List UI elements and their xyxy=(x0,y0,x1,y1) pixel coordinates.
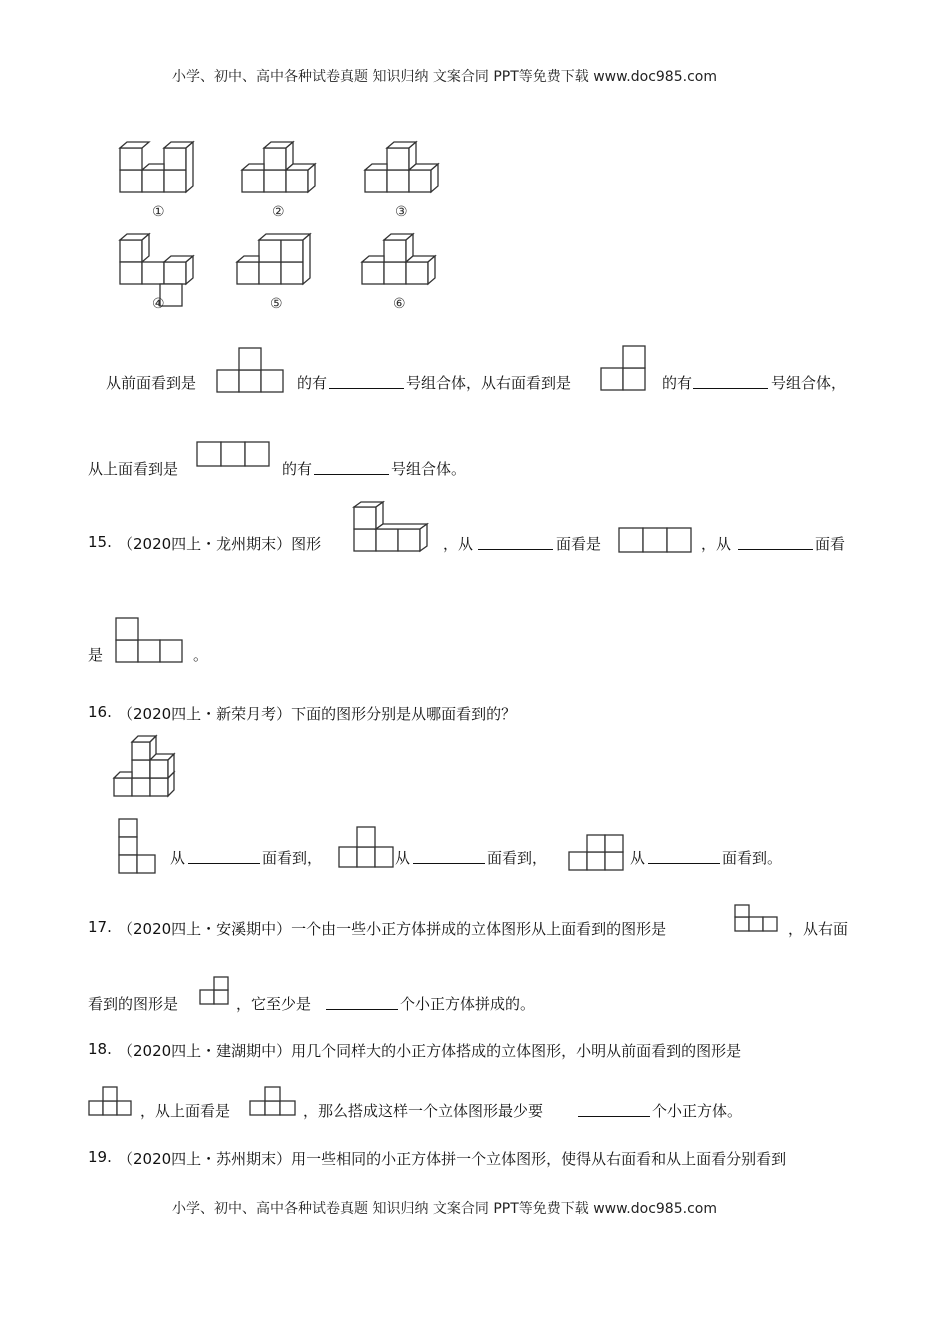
q17-right-view xyxy=(199,976,233,1006)
q15-text-c: ，从 xyxy=(701,535,732,553)
top-view-shape xyxy=(196,441,272,469)
answer-blank[interactable] xyxy=(314,460,389,475)
q16-view-1 xyxy=(118,818,160,878)
q15-text-b: 面看是 xyxy=(556,535,602,553)
q15-source: （2020四上・龙州期末）图形 xyxy=(118,535,322,553)
figure-6 xyxy=(362,234,435,284)
cube-figures-grid xyxy=(110,140,450,315)
q18-text-c: 个小正方体。 xyxy=(652,1102,743,1120)
q15-view-shape-2 xyxy=(115,617,187,663)
figure-label-4: ④ xyxy=(152,296,165,312)
q15-text-f: 。 xyxy=(193,646,209,664)
q17-text-a: ，从右面 xyxy=(788,920,849,938)
figure-5 xyxy=(237,234,310,284)
page-header: 小学、初中、高中各种试卷真题 知识归纳 文案合同 PPT等免费下载 www.doc985.com xyxy=(172,69,717,85)
q17-number: 17. xyxy=(88,918,112,936)
q16-figure xyxy=(112,732,192,802)
q14-line1-a: 从前面看到是 xyxy=(106,374,197,392)
q14-line2-a: 从上面看到是 xyxy=(88,460,179,478)
answer-blank[interactable] xyxy=(578,1102,650,1117)
q18-front-view xyxy=(88,1085,134,1119)
figure-label-1: ① xyxy=(152,204,165,220)
q14-line1-c: 号组合体，从右面看到是 xyxy=(406,374,572,392)
figure-label-2: ② xyxy=(272,204,285,220)
q19-number: 19. xyxy=(88,1148,112,1166)
q15-text-a: ，从 xyxy=(443,535,474,553)
page-footer: 小学、初中、高中各种试卷真题 知识归纳 文案合同 PPT等免费下载 www.doc985.com xyxy=(172,1201,717,1217)
q16-c1: 从 xyxy=(630,849,646,867)
q16-b1: 从 xyxy=(395,849,411,867)
q17-text: （2020四上・安溪期中）一个由一些小正方体拼成的立体图形从上面看到的图形是 xyxy=(118,920,667,938)
q18-number: 18. xyxy=(88,1040,112,1058)
q15-number: 15. xyxy=(88,533,112,551)
figure-label-3: ③ xyxy=(395,204,408,220)
q14-line2-c: 号组合体。 xyxy=(391,460,467,478)
figure-3 xyxy=(365,142,438,192)
answer-blank[interactable] xyxy=(413,849,485,864)
answer-blank[interactable] xyxy=(648,849,720,864)
q16-b2: 面看到， xyxy=(487,849,548,867)
q15-text-e: 是 xyxy=(88,646,104,664)
q17-text-b: 看到的图形是 xyxy=(88,995,179,1013)
q16-view-2 xyxy=(338,826,398,870)
q16-number: 16. xyxy=(88,703,112,721)
q16-text: （2020四上・新荣月考）下面的图形分别是从哪面看到的？ xyxy=(118,705,517,723)
q16-a2: 面看到， xyxy=(262,849,323,867)
answer-blank[interactable] xyxy=(329,374,404,389)
answer-blank[interactable] xyxy=(478,535,553,550)
q16-a1: 从 xyxy=(170,849,186,867)
q16-c2: 面看到。 xyxy=(722,849,783,867)
answer-blank[interactable] xyxy=(693,374,768,389)
q14-line2-b: 的有 xyxy=(282,460,313,478)
figure-1 xyxy=(120,142,193,192)
q18-top-view xyxy=(249,1085,297,1119)
q17-text-c: ，它至少是 xyxy=(236,995,312,1013)
q15-text-d: 面看 xyxy=(815,535,846,553)
q16-view-3 xyxy=(568,834,628,874)
figure-2 xyxy=(242,142,315,192)
answer-blank[interactable] xyxy=(738,535,813,550)
q15-view-shape-1 xyxy=(618,527,694,555)
q15-figure xyxy=(352,505,436,555)
q14-line1-b: 的有 xyxy=(297,374,328,392)
q14-line1-e: 号组合体， xyxy=(771,374,847,392)
figure-label-6: ⑥ xyxy=(393,296,406,312)
q17-text-d: 个小正方体拼成的。 xyxy=(400,995,536,1013)
front-view-shape xyxy=(216,347,288,393)
figure-label-5: ⑤ xyxy=(270,296,283,312)
q19-text: （2020四上・苏州期末）用一些相同的小正方体拼一个立体图形，使得从右面看和从上面看分别看到 xyxy=(118,1150,787,1168)
answer-blank[interactable] xyxy=(188,849,260,864)
q17-top-view xyxy=(734,904,780,934)
q14-line1-d: 的有 xyxy=(662,374,693,392)
q18-text-a: ，从上面看是 xyxy=(140,1102,231,1120)
q18-text-b: ，那么搭成这样一个立体图形最少要 xyxy=(303,1102,544,1120)
right-view-shape xyxy=(600,345,650,391)
answer-blank[interactable] xyxy=(326,995,398,1010)
q18-text: （2020四上・建湖期中）用几个同样大的小正方体搭成的立体图形，小明从前面看到的图形是 xyxy=(118,1042,742,1060)
